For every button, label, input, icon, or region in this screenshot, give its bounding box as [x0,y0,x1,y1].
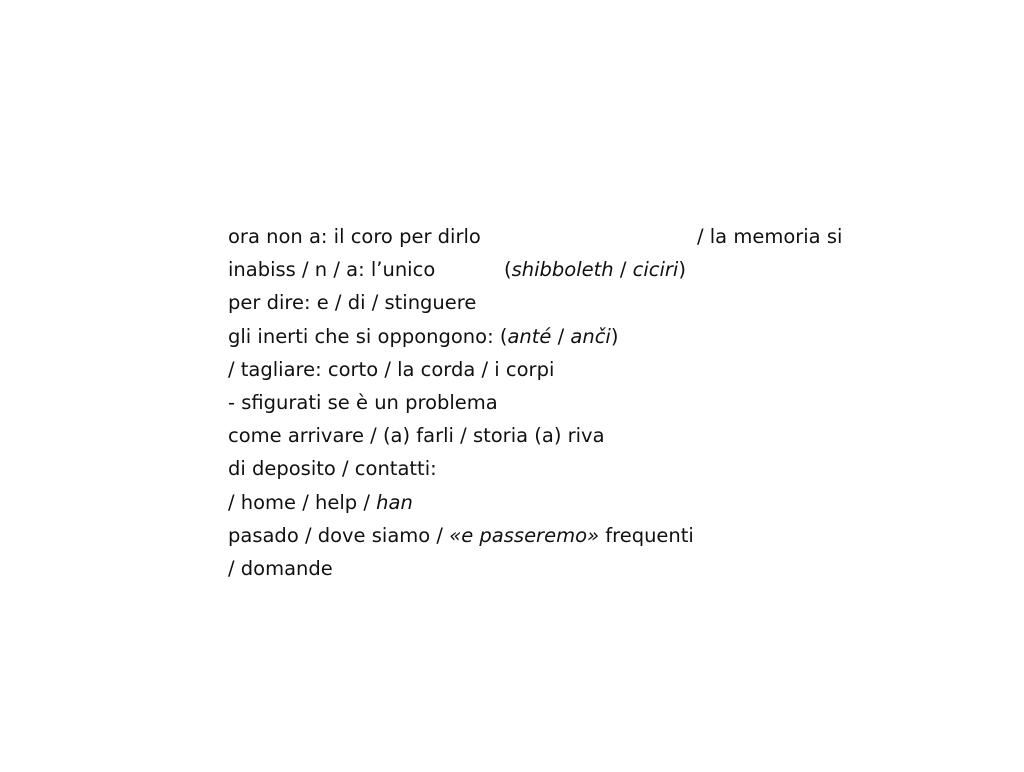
poem-line-8: di deposito / contatti: [228,457,437,481]
poem-line-11: / domande [228,556,333,580]
poem-line-10-text: pasado / dove siamo / [228,523,450,547]
poem-line-2 [228,253,888,286]
italic-ante: anté [507,324,552,348]
close-paren: ) [678,258,686,282]
poem-line-6: - sfigurati se è un problema [228,390,498,414]
poem-line-2-paren-group [504,253,686,286]
poem-line-7: come arrivare / (a) farli / storia (a) riva [228,424,605,448]
poem-line-2-left: inabiss / n / a: l’unico [228,258,436,282]
poem-line-4 [228,320,888,353]
slash-separator: / [551,324,571,348]
poem-line-4-text: gli inerti che si oppongono: ( [228,324,508,348]
italic-ciciri: ciciri [632,258,679,282]
poem-line-9 [228,486,888,519]
poem-text [228,220,888,585]
poem-line-1 [228,220,888,253]
slash-separator: / [613,258,633,282]
italic-han: han [376,490,413,514]
italic-passeremo: «e passeremo» [449,523,600,547]
poem-line-1-left: ora non a: il coro per dirlo [228,225,481,248]
close-paren: ) [610,324,619,348]
italic-anci: anči [570,324,611,348]
poem-line-3: per dire: e / di / stinguere [228,291,477,315]
poem-line-1-right: / la memoria si [697,225,843,248]
open-paren: ( [504,258,512,282]
italic-shibboleth: shibboleth [511,258,614,282]
poem-line-10-end: frequenti [599,523,694,547]
poem-line-9-text: / home / help / [228,490,377,514]
poem-line-10 [228,519,888,552]
poem-line-5: / tagliare: corto / la corda / i corpi [228,357,555,381]
